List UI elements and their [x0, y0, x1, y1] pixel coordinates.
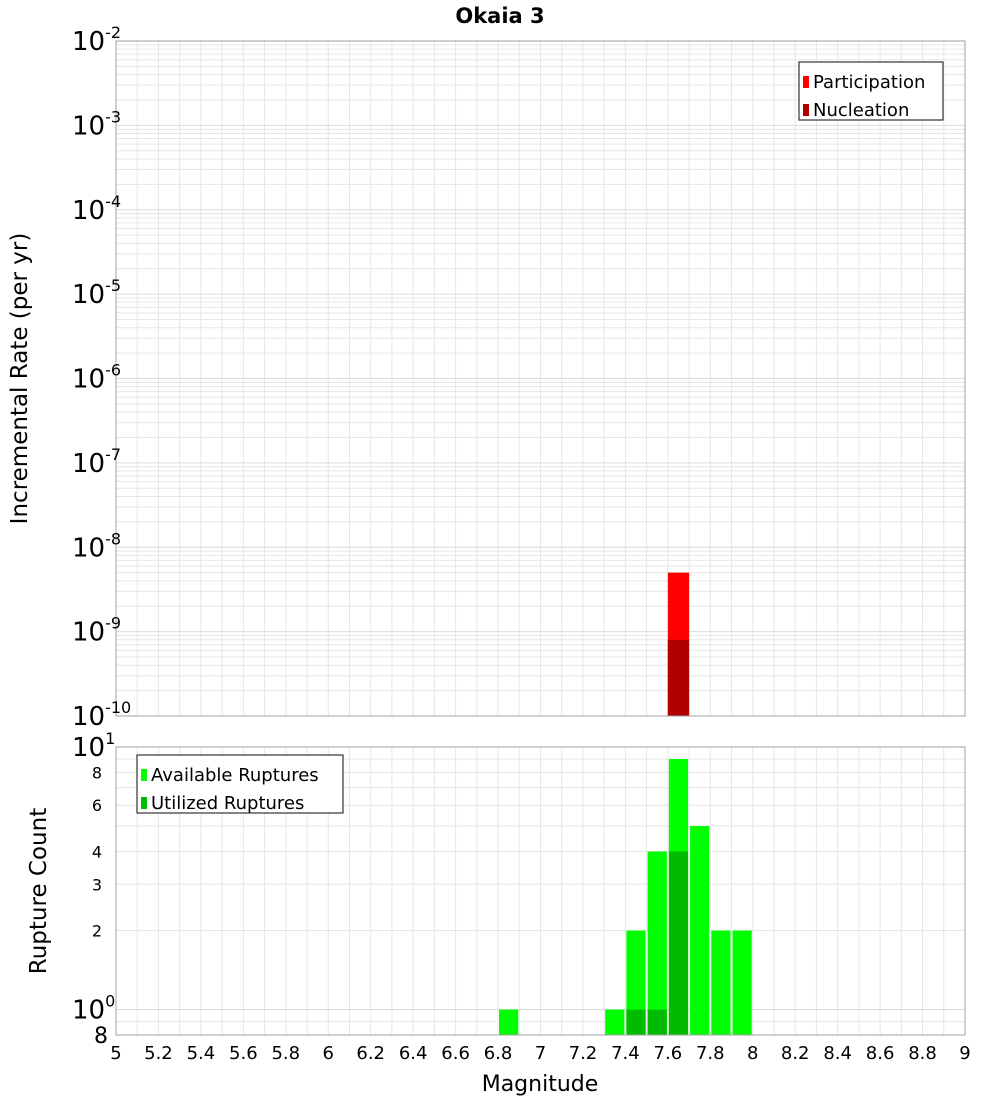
- y-tick-label: 8: [94, 1024, 108, 1049]
- x-tick-label: 5.2: [144, 1043, 173, 1064]
- y-tick-label: 8: [91, 763, 102, 783]
- y-tick-label: $10^{-3}$: [72, 107, 122, 142]
- x-tick-label: 8.2: [780, 1043, 810, 1064]
- legend-label: Participation: [813, 72, 926, 93]
- x-tick-label: 6.4: [398, 1043, 428, 1064]
- x-tick-label: 5.6: [229, 1043, 258, 1064]
- legend-label: Utilized Ruptures: [151, 793, 305, 814]
- bar-nucleation: [668, 640, 689, 716]
- y-tick-label: $10^1$: [72, 729, 116, 763]
- y-tick-label: $10^{-8}$: [72, 529, 122, 564]
- x-tick-label: 5.4: [186, 1043, 216, 1064]
- x-tick-label: 7.4: [611, 1043, 640, 1064]
- bar-utilized-ruptures: [669, 851, 688, 1035]
- y-tick-label: 2: [91, 921, 102, 941]
- x-tick-label: 8.6: [865, 1043, 895, 1064]
- panel-bottom: [26, 729, 965, 1049]
- x-tick-label: 6.6: [441, 1043, 470, 1064]
- chart-title: Okaia 3: [455, 4, 545, 28]
- legend-swatch: [141, 797, 147, 809]
- x-tick-label: 8.4: [823, 1043, 852, 1064]
- y-axis-label-top: Incremental Rate (per yr): [7, 232, 33, 525]
- legend-top: [799, 62, 943, 121]
- y-tick-label: $10^{-9}$: [72, 613, 122, 648]
- x-tick-label: 7.6: [653, 1043, 683, 1064]
- x-tick-label: 9: [959, 1043, 971, 1064]
- y-tick-label: 3: [91, 875, 102, 895]
- x-tick-label: 6: [322, 1043, 334, 1064]
- y-tick-label: $10^{-4}$: [72, 191, 122, 226]
- legend-label: Available Ruptures: [151, 765, 319, 786]
- legend-label: Nucleation: [813, 100, 910, 121]
- bar-available-ruptures: [499, 1010, 518, 1035]
- y-tick-label: $10^0$: [72, 991, 116, 1026]
- x-tick-label: 7: [534, 1043, 547, 1064]
- bar-utilized-ruptures: [626, 1010, 645, 1035]
- y-tick-label: $10^{-2}$: [72, 23, 122, 57]
- x-tick-label: 6.2: [356, 1043, 386, 1064]
- x-axis-label: Magnitude: [481, 1072, 599, 1097]
- x-tick-label: 6.8: [483, 1043, 513, 1064]
- y-tick-label: $10^{-5}$: [72, 276, 122, 311]
- legend-swatch: [803, 104, 809, 116]
- bar-available-ruptures: [711, 931, 730, 1035]
- legend-swatch: [803, 76, 809, 88]
- x-tick-label: 8: [747, 1043, 759, 1064]
- x-tick-label: 7.8: [695, 1043, 725, 1064]
- bar-utilized-ruptures: [648, 1010, 667, 1035]
- x-tick-label: 8.8: [908, 1043, 937, 1064]
- bar-available-ruptures: [648, 851, 667, 1035]
- x-tick-label: 7.2: [568, 1043, 598, 1064]
- y-tick-label: $10^{-7}$: [72, 444, 122, 479]
- panel-top: [7, 23, 965, 732]
- x-tick-label: 5: [110, 1043, 122, 1064]
- bar-available-ruptures: [733, 931, 752, 1035]
- y-tick-label: 4: [91, 842, 102, 862]
- x-tick-label: 5.8: [271, 1043, 301, 1064]
- legend-swatch: [141, 769, 147, 781]
- y-tick-label: $10^{-10}$: [72, 698, 132, 732]
- bar-available-ruptures: [605, 1010, 624, 1035]
- y-tick-label: 6: [91, 796, 102, 816]
- y-tick-label: $10^{-6}$: [72, 360, 122, 395]
- legend-bottom: [137, 755, 343, 814]
- y-axis-label-bottom: Rupture Count: [26, 807, 52, 975]
- bar-available-ruptures: [690, 826, 709, 1035]
